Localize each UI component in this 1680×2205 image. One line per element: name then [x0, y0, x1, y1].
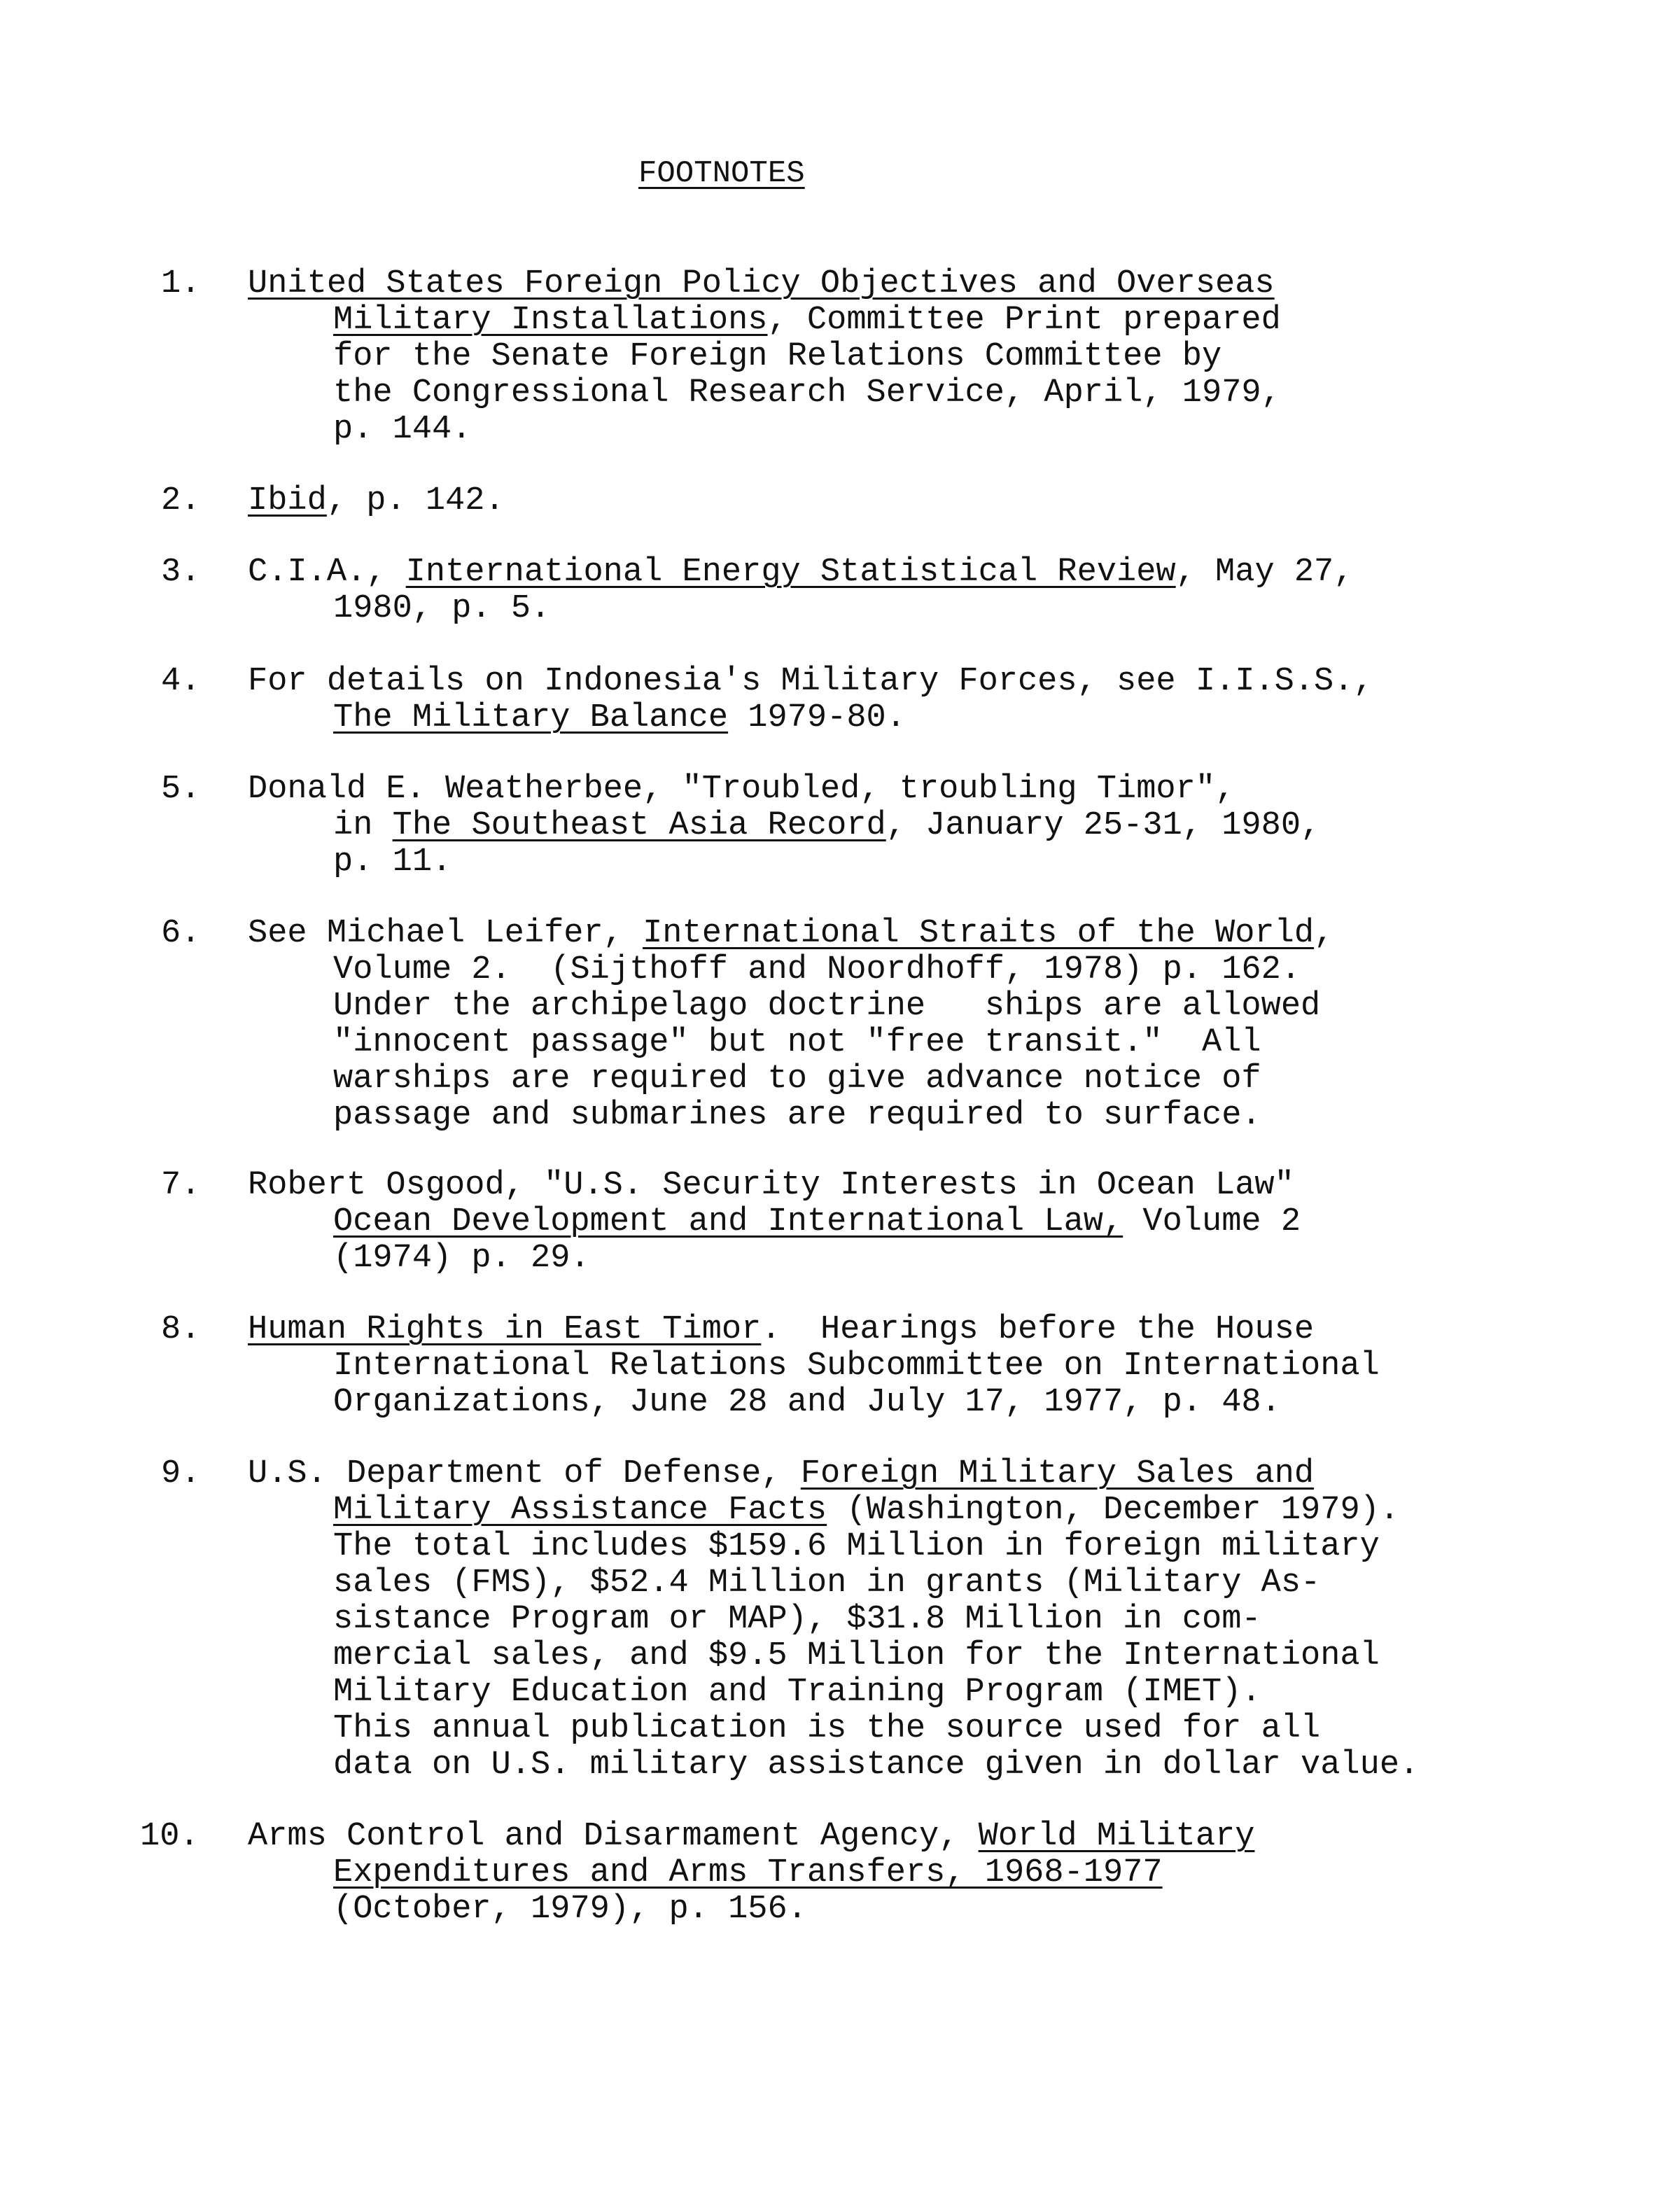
footnote-line [248, 1456, 1314, 1492]
footnote-line [333, 412, 471, 448]
footnote-text: , [1314, 915, 1334, 952]
footnote-text: sistance Program or MAP), $31.8 Million in com- [333, 1601, 1261, 1638]
footnote-line [248, 1312, 1314, 1348]
footnote-line [333, 1674, 1261, 1711]
footnote-line [248, 266, 1275, 302]
footnote-text: Under the archipelago doctrine ships are allowed [333, 988, 1321, 1025]
footnote-text: . Hearings before the House [761, 1311, 1315, 1348]
footnote-line [333, 339, 1222, 375]
footnote-text: p. 11. [333, 844, 452, 881]
footnote-line [333, 1602, 1261, 1638]
footnote-line [248, 1819, 1254, 1855]
footnote-number: 6. [161, 915, 201, 952]
footnote-text: , p. 142. [326, 482, 505, 519]
footnote-line [333, 1855, 1163, 1891]
footnote-line [333, 952, 1301, 988]
page-title: FOOTNOTES [638, 156, 805, 191]
underlined-title-text: International Straits of the World [643, 915, 1315, 952]
footnote-number: 5. [161, 771, 201, 808]
footnote-line [248, 664, 1373, 700]
footnote-text: , May 27, [1175, 554, 1354, 591]
footnote-text: Arms Control and Disarmament Agency, [248, 1818, 979, 1855]
footnote-text: mercial sales, and $9.5 Million for the International [333, 1637, 1380, 1674]
footnote-line [333, 988, 1320, 1025]
footnote-text: See Michael Leifer, [248, 915, 643, 952]
footnote-text: in [333, 807, 393, 844]
footnote-line [333, 1240, 590, 1277]
footnote-line [333, 1638, 1380, 1674]
footnote-line [333, 1098, 1261, 1134]
underlined-title-text: Expenditures and Arms Transfers, 1968-1977 [333, 1854, 1163, 1891]
footnote-text: C.I.A., [248, 554, 406, 591]
footnote-number: 3. [161, 554, 201, 591]
footnote-line [333, 1711, 1320, 1747]
footnote-text: (October, 1979), p. 156. [333, 1891, 807, 1928]
footnote-line [333, 1385, 1281, 1421]
footnote-text: U.S. Department of Defense, [248, 1455, 801, 1492]
footnote-line [248, 1168, 1294, 1204]
footnote-text: Volume 2. (Sijthoff and Noordhoff, 1978) p. 162. [333, 951, 1301, 988]
footnote-number: 1. [161, 265, 201, 302]
footnote-line [333, 1061, 1261, 1098]
footnote-text: p. 144. [333, 411, 472, 448]
footnote-text: This annual publication is the source used for all [333, 1710, 1321, 1747]
footnote-line [333, 302, 1281, 339]
footnote-text: for the Senate Foreign Relations Committee by [333, 338, 1222, 375]
underlined-title-text: Human Rights in East Timor [248, 1311, 762, 1348]
footnote-text: data on U.S. military assistance given in dollar value. [333, 1746, 1420, 1784]
footnote-line [333, 1025, 1261, 1061]
footnote-line [248, 483, 505, 519]
underlined-title-text: International Energy Statistical Review [405, 554, 1176, 591]
footnote-text: The total includes $159.6 Million in foreign military [333, 1528, 1380, 1565]
footnote-text: Military Education and Training Program (IMET). [333, 1674, 1261, 1711]
footnote-text: 1979-80. [728, 699, 906, 736]
footnote-text: (Washington, December 1979). [827, 1492, 1400, 1529]
footnote-number: 10. [140, 1818, 200, 1855]
underlined-title-text: Foreign Military Sales and [800, 1455, 1315, 1492]
footnote-text: , Committee Print prepared [767, 302, 1281, 339]
footnote-line [333, 1348, 1380, 1385]
footnote-text: (1974) p. 29. [333, 1240, 590, 1277]
footnote-text: warships are required to give advance notice of [333, 1060, 1261, 1098]
underlined-title-text: Military Installations [333, 302, 768, 339]
underlined-title-text: Ocean Development and International Law, [333, 1203, 1124, 1240]
footnote-text: the Congressional Research Service, April, 1979, [333, 374, 1281, 412]
footnote-text: sales (FMS), $52.4 Million in grants (Military As- [333, 1564, 1321, 1602]
footnote-line [333, 375, 1281, 412]
footnote-number: 8. [161, 1311, 201, 1348]
footnote-text: Robert Osgood, "U.S. Security Interests in Ocean Law" [248, 1167, 1294, 1204]
footnote-line [333, 1565, 1320, 1602]
footnote-text: Organizations, June 28 and July 17, 1977, p. 48. [333, 1384, 1281, 1421]
footnote-number: 7. [161, 1167, 201, 1204]
underlined-title-text: Military Assistance Facts [333, 1492, 827, 1529]
underlined-title-text: United States Foreign Policy Objectives and Overseas [248, 265, 1275, 302]
underlined-title-text: The Military Balance [333, 699, 729, 736]
footnote-text: International Relations Subcommittee on International [333, 1348, 1380, 1385]
footnote-line [333, 591, 550, 627]
underlined-title-text: World Military [978, 1818, 1255, 1855]
footnote-text: For details on Indonesia's Military Forces, see I.I.S.S., [248, 663, 1373, 700]
footnote-line [248, 916, 1334, 952]
footnote-line [333, 1747, 1419, 1784]
underlined-title-text: Ibid [248, 482, 327, 519]
footnote-line [333, 808, 1320, 844]
footnote-line [248, 771, 1235, 808]
footnote-line [333, 1492, 1399, 1529]
footnote-number: 9. [161, 1455, 201, 1492]
footnote-line [333, 844, 451, 881]
footnote-line [333, 1891, 807, 1928]
footnote-number: 2. [161, 482, 201, 519]
footnote-text: Volume 2 [1123, 1203, 1301, 1240]
underlined-title-text: The Southeast Asia Record [392, 807, 886, 844]
footnote-line [248, 554, 1353, 591]
footnote-text: passage and submarines are required to surface. [333, 1097, 1261, 1134]
footnote-text: Donald E. Weatherbee, "Troubled, troubling Timor", [248, 771, 1236, 808]
footnote-text: , January 25-31, 1980, [886, 807, 1321, 844]
footnote-text: "innocent passage" but not "free transit." All [333, 1024, 1261, 1061]
footnote-line [333, 1204, 1301, 1240]
footnote-number: 4. [161, 663, 201, 700]
footnote-line [333, 1529, 1380, 1565]
footnote-line [333, 700, 906, 736]
footnote-text: 1980, p. 5. [333, 590, 551, 627]
